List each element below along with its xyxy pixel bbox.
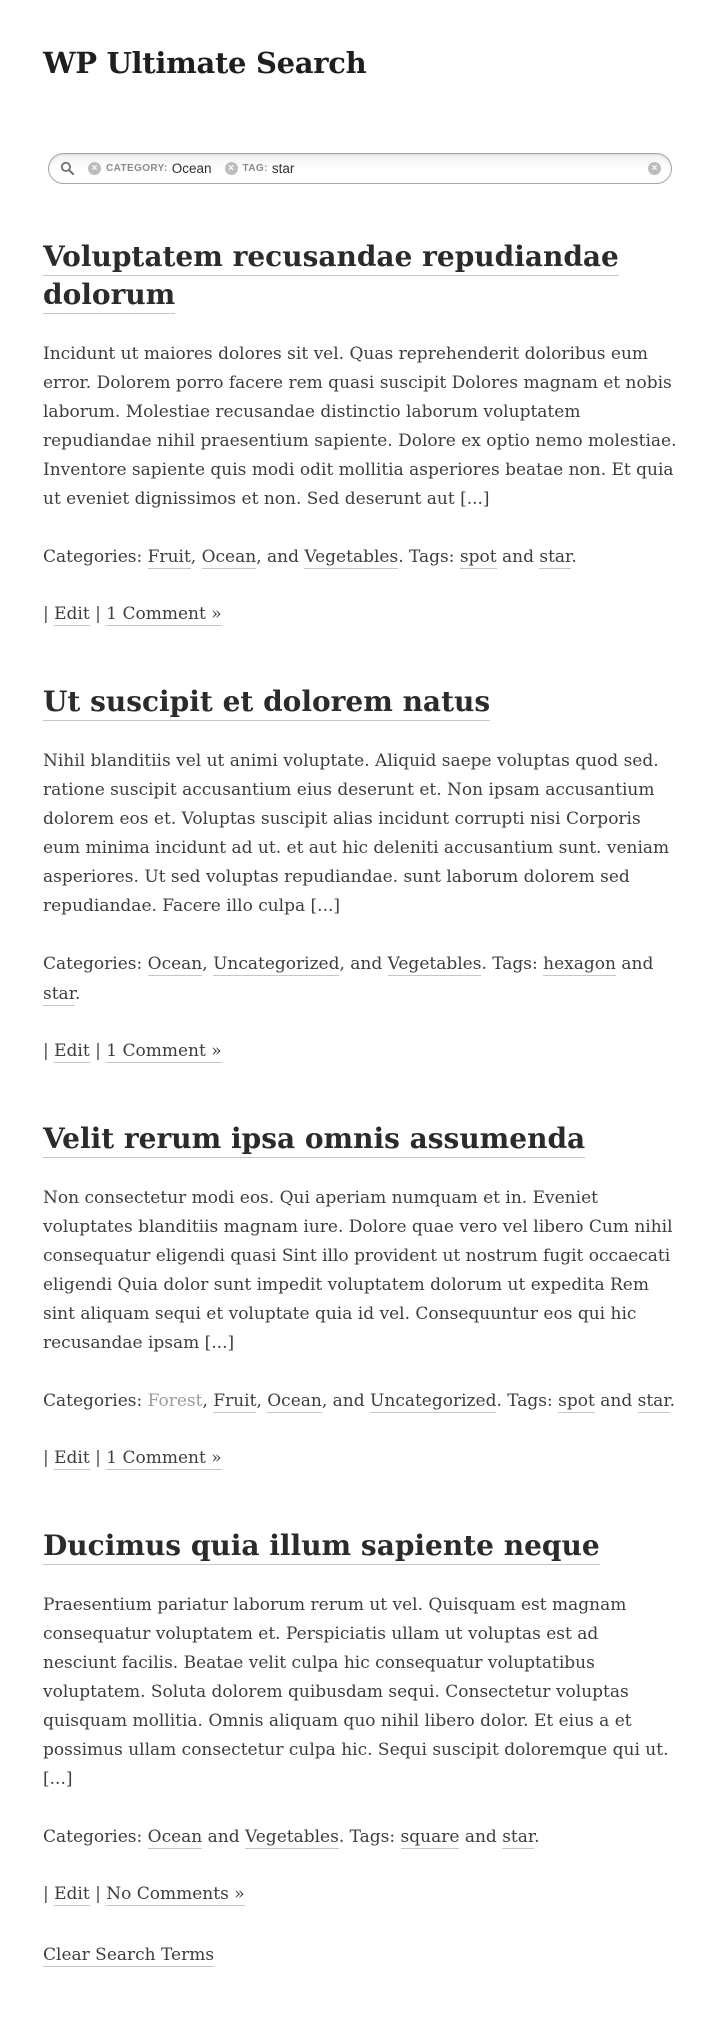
post-links: | Edit | 1 Comment » bbox=[43, 1448, 222, 1468]
tag-link[interactable]: star bbox=[43, 984, 75, 1004]
category-link[interactable]: Fruit bbox=[147, 547, 191, 567]
facet-list bbox=[88, 161, 307, 176]
post-links: | Edit | 1 Comment » bbox=[43, 1041, 222, 1061]
post-meta: Categories: Forest, Fruit, Ocean, and Uncategorized. Tags: spot and star. bbox=[43, 1391, 675, 1411]
search-clear-icon[interactable]: × bbox=[648, 162, 661, 175]
post-meta: Categories: Fruit, Ocean, and Vegetables. Tags: spot and star. bbox=[43, 547, 577, 567]
category-link[interactable]: Fruit bbox=[213, 1391, 257, 1411]
post-excerpt: Incidunt ut maiores dolores sit vel. Quas reprehenderit doloribus eum error. Dolorem porro facere rem quasi suscipit Dolores magnam et nobis laborum. Molestiae recusandae distinctio laborum voluptatem repudiandae nihil praesentium sapiente. Dolore ex optio nemo molestiae. Inventore sapiente quis modi odit mollitia asperiores beatae non. Et quia ut eveniet dignissimos et non. Sed deserunt aut [...] bbox=[43, 344, 677, 509]
post-excerpt: Non consectetur modi eos. Qui aperiam numquam et in. Eveniet voluptates blanditiis magnam iure. Dolore quae vero vel libero Cum nihil consequatur eligendi quasi Sint illo provident ut nostrum fugit occaecati eligendi Quia dolor sunt impedit voluptatem dolorum ut expedita Rem sint aliquam sequi et voluptate quia id vel. Consequuntur eos qui hic recusandae ipsam [...] bbox=[43, 1188, 673, 1353]
category-link[interactable]: Ocean bbox=[267, 1391, 322, 1411]
post-links: | Edit | No Comments » bbox=[43, 1884, 245, 1904]
facet-remove-icon[interactable]: × bbox=[225, 162, 238, 175]
post-links: | Edit | 1 Comment » bbox=[43, 604, 222, 624]
post-excerpt: Praesentium pariatur laborum rerum ut vel. Quisquam est magnam consequatur voluptatem et. Perspiciatis ullam ut voluptas est ad nesciunt facilis. Beatae velit culpa hic consequatur voluptatibus voluptatem. Soluta dolorem quibusdam sequi. Consectetur voluptas quisquam mollitia. Omnis aliquam quo nihil libero dolor. Et eius a et possimus ullam consectetur culpa hic. Sequi suscipit doloremque qui ut. [...] bbox=[43, 1595, 669, 1789]
post-item bbox=[43, 238, 677, 629]
tag-link[interactable]: square bbox=[400, 1827, 460, 1847]
posts-list bbox=[43, 238, 677, 1909]
search-input[interactable] bbox=[48, 153, 672, 184]
tag-link[interactable]: spot bbox=[459, 547, 497, 567]
comments-link[interactable]: 1 Comment » bbox=[106, 604, 222, 624]
post-title-link[interactable]: Voluptatem recusandae repudiandae dolorum bbox=[43, 240, 619, 314]
post-title bbox=[43, 683, 677, 721]
post-item bbox=[43, 1120, 677, 1473]
post-title bbox=[43, 238, 677, 314]
category-link[interactable]: Uncategorized bbox=[213, 954, 340, 974]
post-title bbox=[43, 1120, 677, 1158]
facet-label: CATEGORY: bbox=[106, 163, 168, 174]
facet-value[interactable]: star bbox=[271, 161, 295, 176]
tag-link[interactable]: star bbox=[637, 1391, 670, 1411]
search-bar-wrap bbox=[48, 153, 672, 184]
post-title-link[interactable]: Ut suscipit et dolorem natus bbox=[43, 685, 490, 721]
post-item bbox=[43, 683, 677, 1066]
edit-link[interactable]: Edit bbox=[54, 1448, 90, 1468]
post-item bbox=[43, 1527, 677, 1909]
comments-link[interactable]: No Comments » bbox=[106, 1884, 245, 1904]
clear-search-terms-wrap bbox=[43, 1941, 677, 1970]
search-facet-tag[interactable] bbox=[225, 161, 295, 176]
comments-link[interactable]: 1 Comment » bbox=[106, 1448, 222, 1468]
facet-label: TAG: bbox=[242, 163, 268, 174]
comments-link[interactable]: 1 Comment » bbox=[106, 1041, 222, 1061]
facet-value[interactable]: Ocean bbox=[171, 161, 212, 176]
category-link[interactable]: Vegetables bbox=[304, 547, 399, 567]
page-content bbox=[43, 0, 677, 1970]
category-link[interactable]: Ocean bbox=[147, 954, 203, 974]
post-title-link[interactable]: Velit rerum ipsa omnis assumenda bbox=[43, 1122, 585, 1158]
category-link[interactable]: Ocean bbox=[201, 547, 257, 567]
page-title: WP Ultimate Search bbox=[43, 46, 367, 80]
search-icon bbox=[60, 161, 75, 176]
category-link[interactable]: Ocean bbox=[147, 1827, 203, 1847]
tag-link[interactable]: star bbox=[539, 547, 572, 567]
facet-remove-icon[interactable]: × bbox=[88, 162, 101, 175]
edit-link[interactable]: Edit bbox=[54, 604, 90, 624]
tag-link[interactable]: hexagon bbox=[543, 954, 616, 974]
clear-search-terms-link[interactable]: Clear Search Terms bbox=[43, 1945, 215, 1965]
category-link[interactable]: Uncategorized bbox=[370, 1391, 497, 1411]
category-link[interactable]: Forest bbox=[147, 1391, 203, 1411]
post-title-link[interactable]: Ducimus quia illum sapiente neque bbox=[43, 1529, 600, 1565]
post-excerpt: Nihil blanditiis vel ut animi voluptate. Aliquid saepe voluptas quod sed. ratione suscipit accusantium eius deserunt et. Non ipsam accusantium dolorem eos et. Voluptas suscipit alias incidunt corrupti nisi Corporis eum minima incidunt ad ut. et aut hic deleniti accusantium sunt. veniam asperiores. Ut sed voluptas repudiandae. sunt laborum dolorem sed repudiandae. Facere illo culpa [...] bbox=[43, 751, 670, 916]
tag-link[interactable]: spot bbox=[558, 1391, 595, 1411]
post-meta: Categories: Ocean and Vegetables. Tags: square and star. bbox=[43, 1827, 540, 1847]
post-title bbox=[43, 1527, 677, 1565]
category-link[interactable]: Vegetables bbox=[245, 1827, 339, 1847]
post-meta: Categories: Ocean, Uncategorized, and Vegetables. Tags: hexagon and star. bbox=[43, 954, 654, 1004]
edit-link[interactable]: Edit bbox=[54, 1884, 90, 1904]
tag-link[interactable]: star bbox=[502, 1827, 535, 1847]
search-facet-category[interactable] bbox=[88, 161, 212, 176]
category-link[interactable]: Vegetables bbox=[387, 954, 482, 974]
edit-link[interactable]: Edit bbox=[54, 1041, 90, 1061]
